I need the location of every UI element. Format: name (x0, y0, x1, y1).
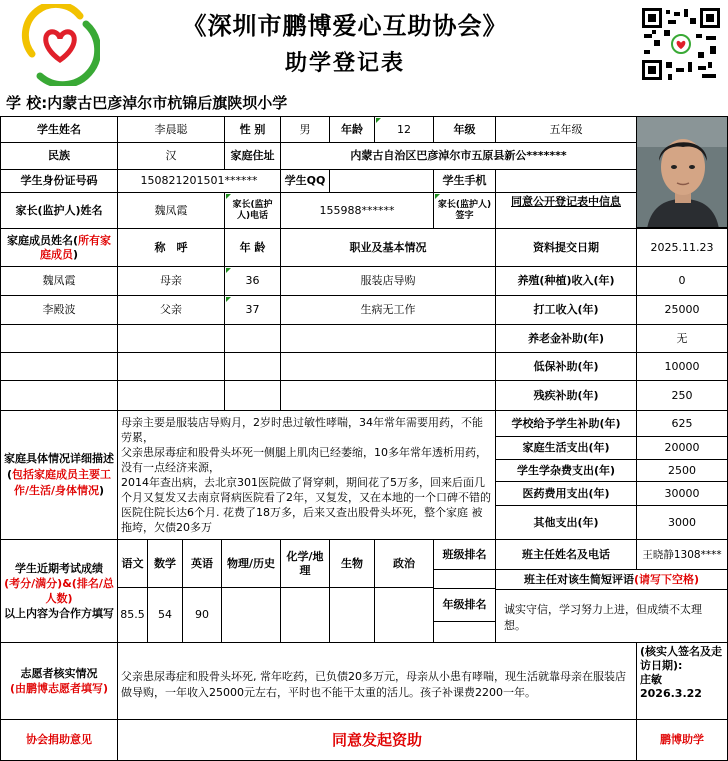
expense-value: 3000 (636, 505, 728, 540)
situation-label-text: 家庭具体情况详细描述( (4, 452, 114, 481)
member-name: 李殿波 (0, 295, 118, 325)
member-age: 37 (224, 295, 281, 325)
member-job: 服装店导购 (280, 266, 496, 296)
income-value: 10000 (636, 352, 728, 381)
student-name: 李晨聪 (117, 116, 225, 143)
student-name-label: 学生姓名 (0, 116, 118, 143)
member-age-header: 年 龄 (224, 228, 281, 267)
student-photo (636, 116, 728, 228)
member-empty-cell (280, 324, 496, 353)
exam-label (0, 539, 118, 643)
expense-label: 家庭生活支出(年) (495, 436, 637, 460)
member-empty-cell (280, 380, 496, 411)
verifier-box (636, 642, 728, 720)
grade-rank-value (433, 621, 496, 643)
form-title: 助学登记表 (284, 50, 405, 76)
grade-label: 年级 (433, 116, 496, 143)
expense-value: 30000 (636, 481, 728, 506)
member-empty-cell (0, 380, 118, 411)
member-empty-cell (117, 324, 225, 353)
age-label: 年龄 (329, 116, 375, 143)
member-empty-cell (0, 352, 118, 381)
job-header: 职业及基本情况 (280, 228, 496, 267)
association-logo (20, 4, 100, 86)
association-title: 《深圳市鹏博爱心互助协会》 (182, 11, 508, 40)
student-phone (495, 169, 637, 193)
subject-score (374, 587, 434, 643)
income-value: 0 (636, 266, 728, 296)
relation-header: 称 呼 (117, 228, 225, 267)
volunteer-label-red: (由鹏博志愿者填写) (9, 682, 109, 695)
class-rank-value (433, 569, 496, 589)
income-label: 打工收入(年) (495, 295, 637, 325)
verify-date: 2026.3.22 (640, 687, 702, 700)
submit-date: 2025.11.23 (636, 228, 728, 267)
expense-label: 学生学杂费支出(年) (495, 459, 637, 482)
verifier-label: (核实人签名及走访日期): (640, 645, 723, 672)
teacher-label: 班主任姓名及电话 (495, 539, 637, 570)
volunteer-text: 父亲患尿毒症和股骨头坏死, 常年吃药，已负债20多万元，母亲从小患有哮喘，现生活就靠母亲在服装店做导购，一年收入25000元左右，平时也不能干太重的活儿。孩子补课费2200一年。 (117, 642, 637, 720)
address-value: 内蒙古自治区巴彦淖尔市五原县新公******* (280, 142, 637, 170)
income-value: 250 (636, 380, 728, 411)
member-empty-cell (280, 352, 496, 381)
submit-date-label: 资料提交日期 (495, 228, 637, 267)
expense-value: 2500 (636, 459, 728, 482)
student-id: 150821201501****** (117, 169, 281, 193)
member-empty-cell (117, 380, 225, 411)
expense-value: 20000 (636, 436, 728, 460)
address-label: 家庭住址 (224, 142, 281, 170)
expense-value: 625 (636, 410, 728, 437)
member-empty-cell (224, 380, 281, 411)
income-label: 残疾补助(年) (495, 380, 637, 411)
teacher-comment-label-text: 班主任对该生简短评语 (523, 572, 634, 586)
consent-text: 同意公开登记表中信息 (495, 192, 637, 229)
age-value: 12 (374, 116, 434, 143)
volunteer-label (0, 642, 118, 720)
exam-label-red: (考分/满分)&(排名/总人数) (4, 577, 114, 605)
guardian-name-label: 家长(监护人)姓名 (0, 192, 118, 229)
situation-label-end: ) (99, 484, 105, 497)
subject-header: 物理/历史 (221, 539, 281, 588)
teacher-comment-label (495, 569, 728, 590)
income-label: 养老金补助(年) (495, 324, 637, 353)
teacher-comment: 诚实守信，学习努力上进，但成绩不太理想。 (495, 589, 728, 643)
member-age: 36 (224, 266, 281, 296)
member-empty-cell (224, 352, 281, 381)
member-name: 魏凤霞 (0, 266, 118, 296)
verifier-name: 庄敏 (640, 673, 662, 686)
ethnicity-label: 民族 (0, 142, 118, 170)
guardian-phone: 155988****** (280, 192, 434, 229)
subject-header: 政治 (374, 539, 434, 588)
gender-label: 性 别 (224, 116, 281, 143)
member-empty-cell (117, 352, 225, 381)
gender-value: 男 (280, 116, 330, 143)
student-id-label: 学生身份证号码 (0, 169, 118, 193)
volunteer-label-text: 志愿者核实情况 (20, 667, 98, 680)
school-name: 内蒙古巴彦淖尔市杭锦后旗陕坝小学 (47, 94, 288, 112)
subject-score (280, 587, 330, 643)
member-empty-cell (224, 324, 281, 353)
donation-opinion-label: 协会捐助意见 (0, 719, 118, 761)
subject-score: 54 (147, 587, 183, 643)
school-line (6, 92, 287, 113)
subject-header: 生物 (329, 539, 375, 588)
member-relation: 母亲 (117, 266, 225, 296)
teacher-value: 王晓静1308**** (636, 539, 728, 570)
exam-label-note: 以上内容为合作方填写 (4, 607, 114, 620)
family-name-header-text: 家庭成员姓名( (6, 233, 79, 247)
expense-label: 其他支出(年) (495, 505, 637, 540)
situation-label (0, 410, 118, 540)
situation-label-red: 包括家庭成员主要工作/生活/身体情况 (12, 468, 112, 497)
income-value: 无 (636, 324, 728, 353)
subject-score: 85.5 (117, 587, 148, 643)
donation-opinion: 同意发起资助 (117, 719, 637, 761)
expense-label: 学校给予学生补助(年) (495, 410, 637, 437)
situation-text: 母亲主要是服装店导购月，2岁时患过敏性哮喘，34年常年需要用药，不能劳累， 父亲患尿毒症和股骨头坏死一侧腿上肌肉已经萎缩，10多年常年透析用药，没有一点经济来源， 2014年查出病，去北京301医院做了肾穿刺，期间花了5万多，回来后面几个月又复发又去南京肾病医院看了2年，又复发，又在本地的一个口碑不错的医院住院长达6个月. 花费了18万多，后来又查出股骨头坏死，整个家庭 被拖垮，欠债20多万 (117, 410, 496, 540)
teacher-comment-label-red: (请写下空格) (633, 572, 700, 586)
subject-score: 90 (182, 587, 222, 643)
exam-label-text: 学生近期考试成绩 (15, 562, 103, 575)
member-job: 生病无工作 (280, 295, 496, 325)
grade-value: 五年级 (495, 116, 637, 143)
family-name-header-red: 所有家庭成员 (39, 233, 112, 261)
school-label: 学 校: (6, 94, 48, 112)
income-label: 养殖(种植)收入(年) (495, 266, 637, 296)
family-name-header (0, 228, 118, 267)
qr-code (640, 6, 722, 82)
guardian-name: 魏凤霞 (117, 192, 225, 229)
student-phone-label: 学生手机 (433, 169, 496, 193)
family-name-header-end: ) (72, 247, 79, 261)
income-value: 25000 (636, 295, 728, 325)
subject-header: 语文 (117, 539, 148, 588)
student-qq-label: 学生QQ (280, 169, 330, 193)
ethnicity-value: 汉 (117, 142, 225, 170)
income-label: 低保补助(年) (495, 352, 637, 381)
brand-label: 鹏博助学 (636, 719, 728, 761)
member-empty-cell (0, 324, 118, 353)
guardian-sign-label: 家长(监护人)签字 (433, 192, 496, 229)
subject-score (221, 587, 281, 643)
subject-header: 英语 (182, 539, 222, 588)
subject-score (329, 587, 375, 643)
student-qq (329, 169, 434, 193)
subject-header: 数学 (147, 539, 183, 588)
subject-header: 化学/地理 (280, 539, 330, 588)
expense-label: 医药费用支出(年) (495, 481, 637, 506)
class-rank-label: 班级排名 (433, 539, 496, 570)
guardian-phone-label: 家长(监护人)电话 (224, 192, 281, 229)
grade-rank-label: 年级排名 (433, 588, 496, 622)
member-relation: 父亲 (117, 295, 225, 325)
